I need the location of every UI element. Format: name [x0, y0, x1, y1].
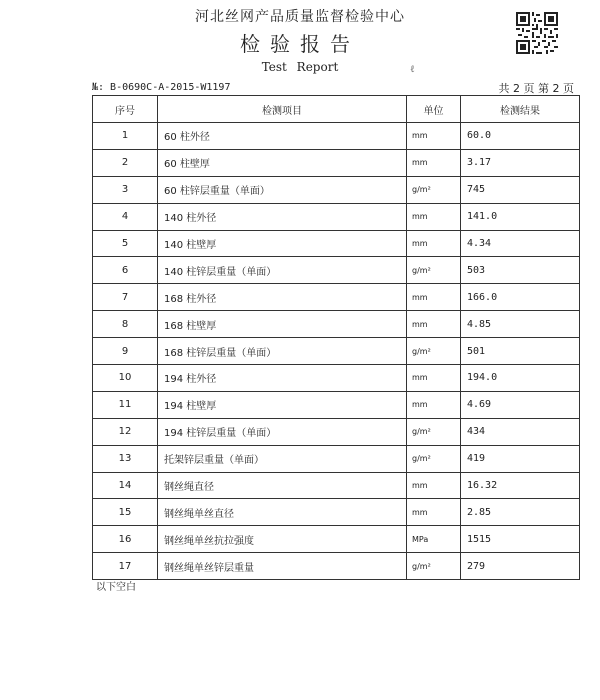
row-unit: g/m² [407, 338, 461, 365]
row-unit: g/m² [407, 257, 461, 284]
row-unit: MPa [407, 526, 461, 553]
row-unit: mm [407, 284, 461, 311]
column-header-unit: 单位 [407, 96, 461, 123]
row-result: 1515 [461, 526, 580, 553]
table-row [93, 284, 580, 311]
row-no: 16 [93, 526, 158, 553]
row-no: 9 [93, 338, 158, 365]
table-row [93, 499, 580, 526]
row-item: 60 柱壁厚 [158, 149, 407, 176]
row-result: 60.0 [461, 123, 580, 150]
table-row [93, 176, 580, 203]
row-no: 12 [93, 418, 158, 445]
column-header-no: 序号 [93, 96, 158, 123]
row-result: 194.0 [461, 365, 580, 392]
row-item: 钢丝绳单丝锌层重量 [158, 553, 407, 580]
row-unit: g/m² [407, 176, 461, 203]
table-row [93, 149, 580, 176]
test-results-table [92, 95, 580, 580]
page-indicator: 共 2 页 第 2 页 [498, 82, 574, 95]
row-no: 11 [93, 391, 158, 418]
row-no: 8 [93, 311, 158, 338]
row-unit: mm [407, 391, 461, 418]
row-no: 4 [93, 203, 158, 230]
table-row [93, 311, 580, 338]
row-unit: mm [407, 203, 461, 230]
row-item: 钢丝绳单丝抗拉强度 [158, 526, 407, 553]
row-no: 10 [93, 365, 158, 392]
row-unit: g/m² [407, 445, 461, 472]
row-no: 2 [93, 149, 158, 176]
row-result: 141.0 [461, 203, 580, 230]
row-item: 140 柱壁厚 [158, 230, 407, 257]
table-row [93, 418, 580, 445]
row-result: 503 [461, 257, 580, 284]
qr-code-icon [516, 12, 558, 54]
table-row [93, 365, 580, 392]
row-result: 4.34 [461, 230, 580, 257]
row-no: 17 [93, 553, 158, 580]
row-no: 1 [93, 123, 158, 150]
row-item: 168 柱外径 [158, 284, 407, 311]
row-unit: mm [407, 230, 461, 257]
row-result: 16.32 [461, 472, 580, 499]
row-result: 2.85 [461, 499, 580, 526]
row-item: 60 柱锌层重量（单面） [158, 176, 407, 203]
organization-name: 河北丝网产品质量监督检验中心 [195, 9, 405, 25]
row-no: 13 [93, 445, 158, 472]
row-no: 14 [93, 472, 158, 499]
row-result: 166.0 [461, 284, 580, 311]
table-row [93, 553, 580, 580]
report-subtitle: Test Report [261, 60, 339, 74]
row-result: 4.69 [461, 391, 580, 418]
column-header-result: 检测结果 [461, 96, 580, 123]
report-title: 检验报告 [240, 32, 360, 56]
row-item: 168 柱壁厚 [158, 311, 407, 338]
row-item: 托架锌层重量（单面） [158, 445, 407, 472]
row-result: 419 [461, 445, 580, 472]
row-no: 6 [93, 257, 158, 284]
row-result: 501 [461, 338, 580, 365]
row-result: 745 [461, 176, 580, 203]
row-unit: mm [407, 149, 461, 176]
row-item: 钢丝绳直径 [158, 472, 407, 499]
table-row [93, 257, 580, 284]
row-unit: g/m² [407, 418, 461, 445]
table-row [93, 526, 580, 553]
row-unit: mm [407, 365, 461, 392]
table-row [93, 445, 580, 472]
row-item: 168 柱锌层重量（单面） [158, 338, 407, 365]
row-no: 3 [93, 176, 158, 203]
row-result: 3.17 [461, 149, 580, 176]
row-item: 140 柱外径 [158, 203, 407, 230]
table-header-row [93, 96, 580, 123]
table-row [93, 230, 580, 257]
report-number: №: B-0690C-A-2015-W1197 [92, 82, 231, 93]
table-row [93, 472, 580, 499]
column-header-item: 检测项目 [158, 96, 407, 123]
row-result: 279 [461, 553, 580, 580]
blank-below-note: 以下空白 [96, 582, 136, 593]
row-unit: mm [407, 499, 461, 526]
row-item: 194 柱外径 [158, 365, 407, 392]
row-unit: mm [407, 311, 461, 338]
row-no: 7 [93, 284, 158, 311]
row-unit: g/m² [407, 553, 461, 580]
table-row [93, 391, 580, 418]
row-item: 194 柱锌层重量（单面） [158, 418, 407, 445]
table-row [93, 338, 580, 365]
table-row [93, 203, 580, 230]
row-item: 60 柱外径 [158, 123, 407, 150]
row-no: 5 [93, 230, 158, 257]
row-item: 140 柱锌层重量（单面） [158, 257, 407, 284]
row-unit: mm [407, 472, 461, 499]
row-item: 钢丝绳单丝直径 [158, 499, 407, 526]
pen-mark: ℓ [410, 64, 415, 75]
row-unit: mm [407, 123, 461, 150]
row-result: 4.85 [461, 311, 580, 338]
row-item: 194 柱壁厚 [158, 391, 407, 418]
row-result: 434 [461, 418, 580, 445]
table-row [93, 123, 580, 150]
row-no: 15 [93, 499, 158, 526]
